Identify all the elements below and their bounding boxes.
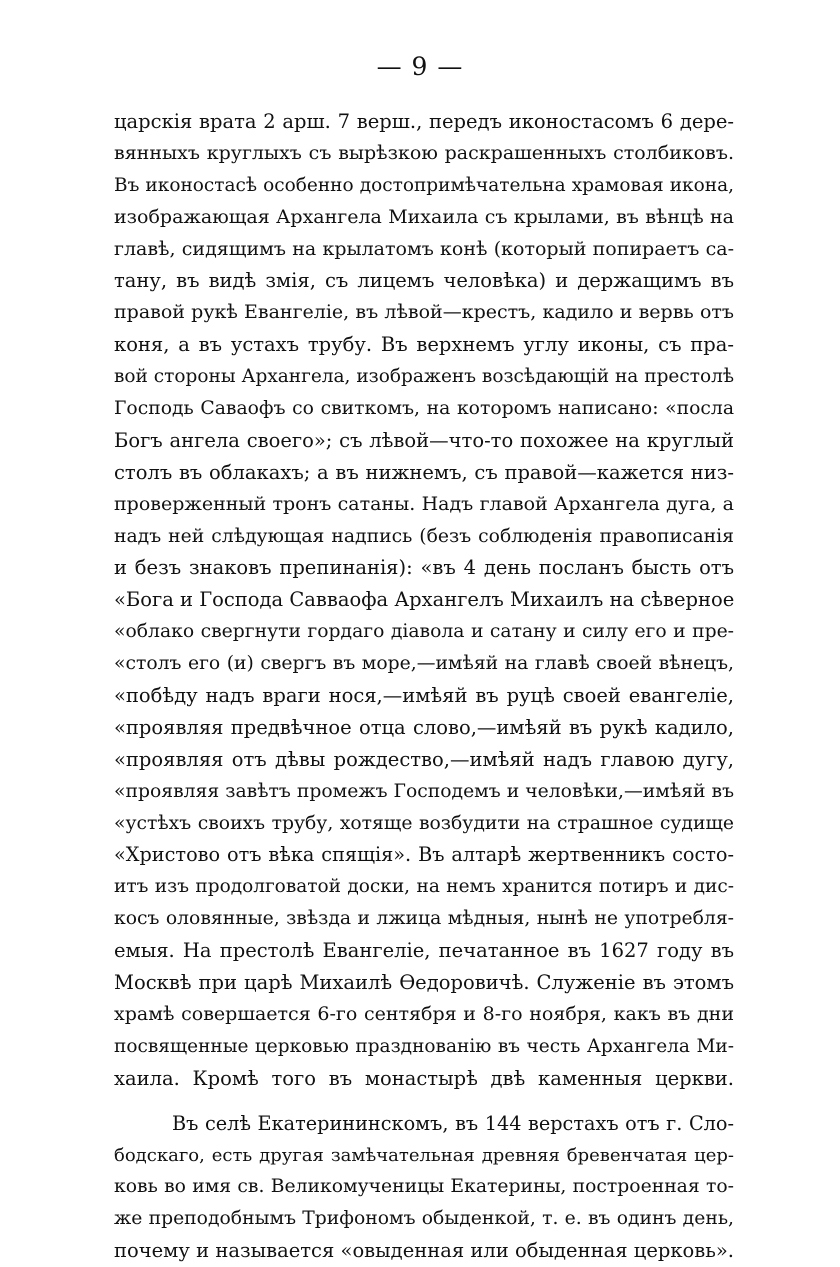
text-line: Въ селѣ Екатерининскомъ, въ 144 верстахъ отъ г. Сло-	[172, 1111, 734, 1135]
text-line: вянныхъ круглыхъ съ вырѣзкою раскрашенныхъ столбиковъ.	[114, 141, 734, 164]
text-line: «проявляя завѣтъ промежъ Господемъ и человѣки,—имѣяй въ	[114, 780, 734, 802]
text-line: вой стороны Архангела, изображенъ возсѣдающій на престолѣ	[114, 366, 734, 388]
text-line: столъ въ облакахъ; а въ нижнемъ, съ правой—кажется низ-	[114, 460, 734, 484]
paragraph-gap	[114, 1095, 734, 1108]
page-number: — 9 —	[376, 52, 464, 81]
body-text	[114, 106, 734, 1267]
text-line: бодскаго, есть другая замѣчательная древняя бревенчатая цер-	[114, 1144, 734, 1166]
text-line: правой рукѣ Евангеліе, въ лѣвой—крестъ, кадило и вервь отъ	[114, 301, 734, 324]
paragraph-2	[114, 1108, 734, 1267]
text-line: храмѣ совершается 6-го сентября и 8-го ноября, какъ въ дни	[114, 1002, 734, 1025]
text-line: коня, а въ устахъ трубу. Въ верхнемъ углу иконы, съ пра-	[114, 333, 734, 357]
text-line: же преподобнымъ Трифономъ обыденкой, т. е. въ одинъ день,	[114, 1208, 734, 1230]
text-line: проверженный тронъ сатаны. Надъ главой Архангела дуга, а	[114, 492, 734, 515]
text-line: почему и называется «овыденная или обыденная церковь».	[114, 1239, 734, 1263]
text-line: изображающая Архангела Михаила съ крылами, въ вѣнцѣ на	[114, 205, 734, 228]
text-line: царскія врата 2 арш. 7 верш., передъ иконостасомъ 6 дере-	[114, 110, 734, 133]
text-line: ковь во имя св. Великомученицы Екатерины, построенная то-	[114, 1176, 734, 1198]
text-line: «Бога и Господа Савваофа Архангелъ Михаилъ на сѣверное	[114, 588, 735, 612]
text-line: надъ ней слѣдующая надпись (безъ соблюденія правописанія	[114, 525, 734, 547]
text-line: «проявляя отъ дѣвы рождество,—имѣяй надъ главою дугу,	[114, 747, 734, 771]
text-line: емыя. На престолѣ Евангеліе, печатанное въ 1627 году въ	[114, 939, 734, 963]
text-line: и безъ знаковъ препинанія): «въ 4 день посланъ бысть отъ	[114, 556, 734, 580]
text-line: «столъ его (и) свергъ въ море,—имѣяй на главѣ своей вѣнецъ,	[114, 653, 734, 675]
text-line: «устѣхъ своихъ трубу, хотяще возбудити на страшное судище	[114, 812, 734, 834]
text-line: Въ иконостасѣ особенно достопримѣчательна храмовая икона,	[114, 174, 734, 196]
text-line: посвященные церковью празднованію въ честь Архангела Ми-	[114, 1035, 734, 1057]
text-line: Богъ ангела своего»; съ лѣвой—что-то похожее на круглый	[114, 428, 734, 452]
text-line: Господь Саваофъ со свиткомъ, на которомъ написано: «посла	[114, 398, 734, 420]
paragraph-1	[114, 106, 734, 1095]
text-line: главѣ, сидящимъ на крылатомъ конѣ (который попираетъ са-	[114, 237, 734, 260]
text-line: «побѣду надъ враги нося,—имѣяй въ руцѣ своей евангеліе,	[114, 684, 734, 708]
text-line: косъ оловянные, звѣзда и лжица мѣдныя, нынѣ не употребля-	[114, 908, 734, 930]
text-line: Москвѣ при царѣ Михаилѣ Ѳедоровичѣ. Служеніе въ этомъ	[114, 971, 734, 995]
text-line: «облако свергнути гордаго діавола и сатану и силу его и пре-	[114, 621, 734, 643]
text-line: итъ изъ продолговатой доски, на немъ хранится потиръ и дис-	[114, 876, 734, 898]
text-line: «Христово отъ вѣка спящія». Въ алтарѣ жертвенникъ состо-	[114, 843, 734, 867]
text-line: тану, въ видѣ змія, съ лицемъ человѣка) и держащимъ въ	[114, 269, 734, 293]
text-line: хаила. Кромѣ того въ монастырѣ двѣ каменныя церкви.	[114, 1066, 734, 1090]
text-line: «проявляя предвѣчное отца слово,—имѣяй въ рукѣ кадило,	[114, 715, 734, 739]
